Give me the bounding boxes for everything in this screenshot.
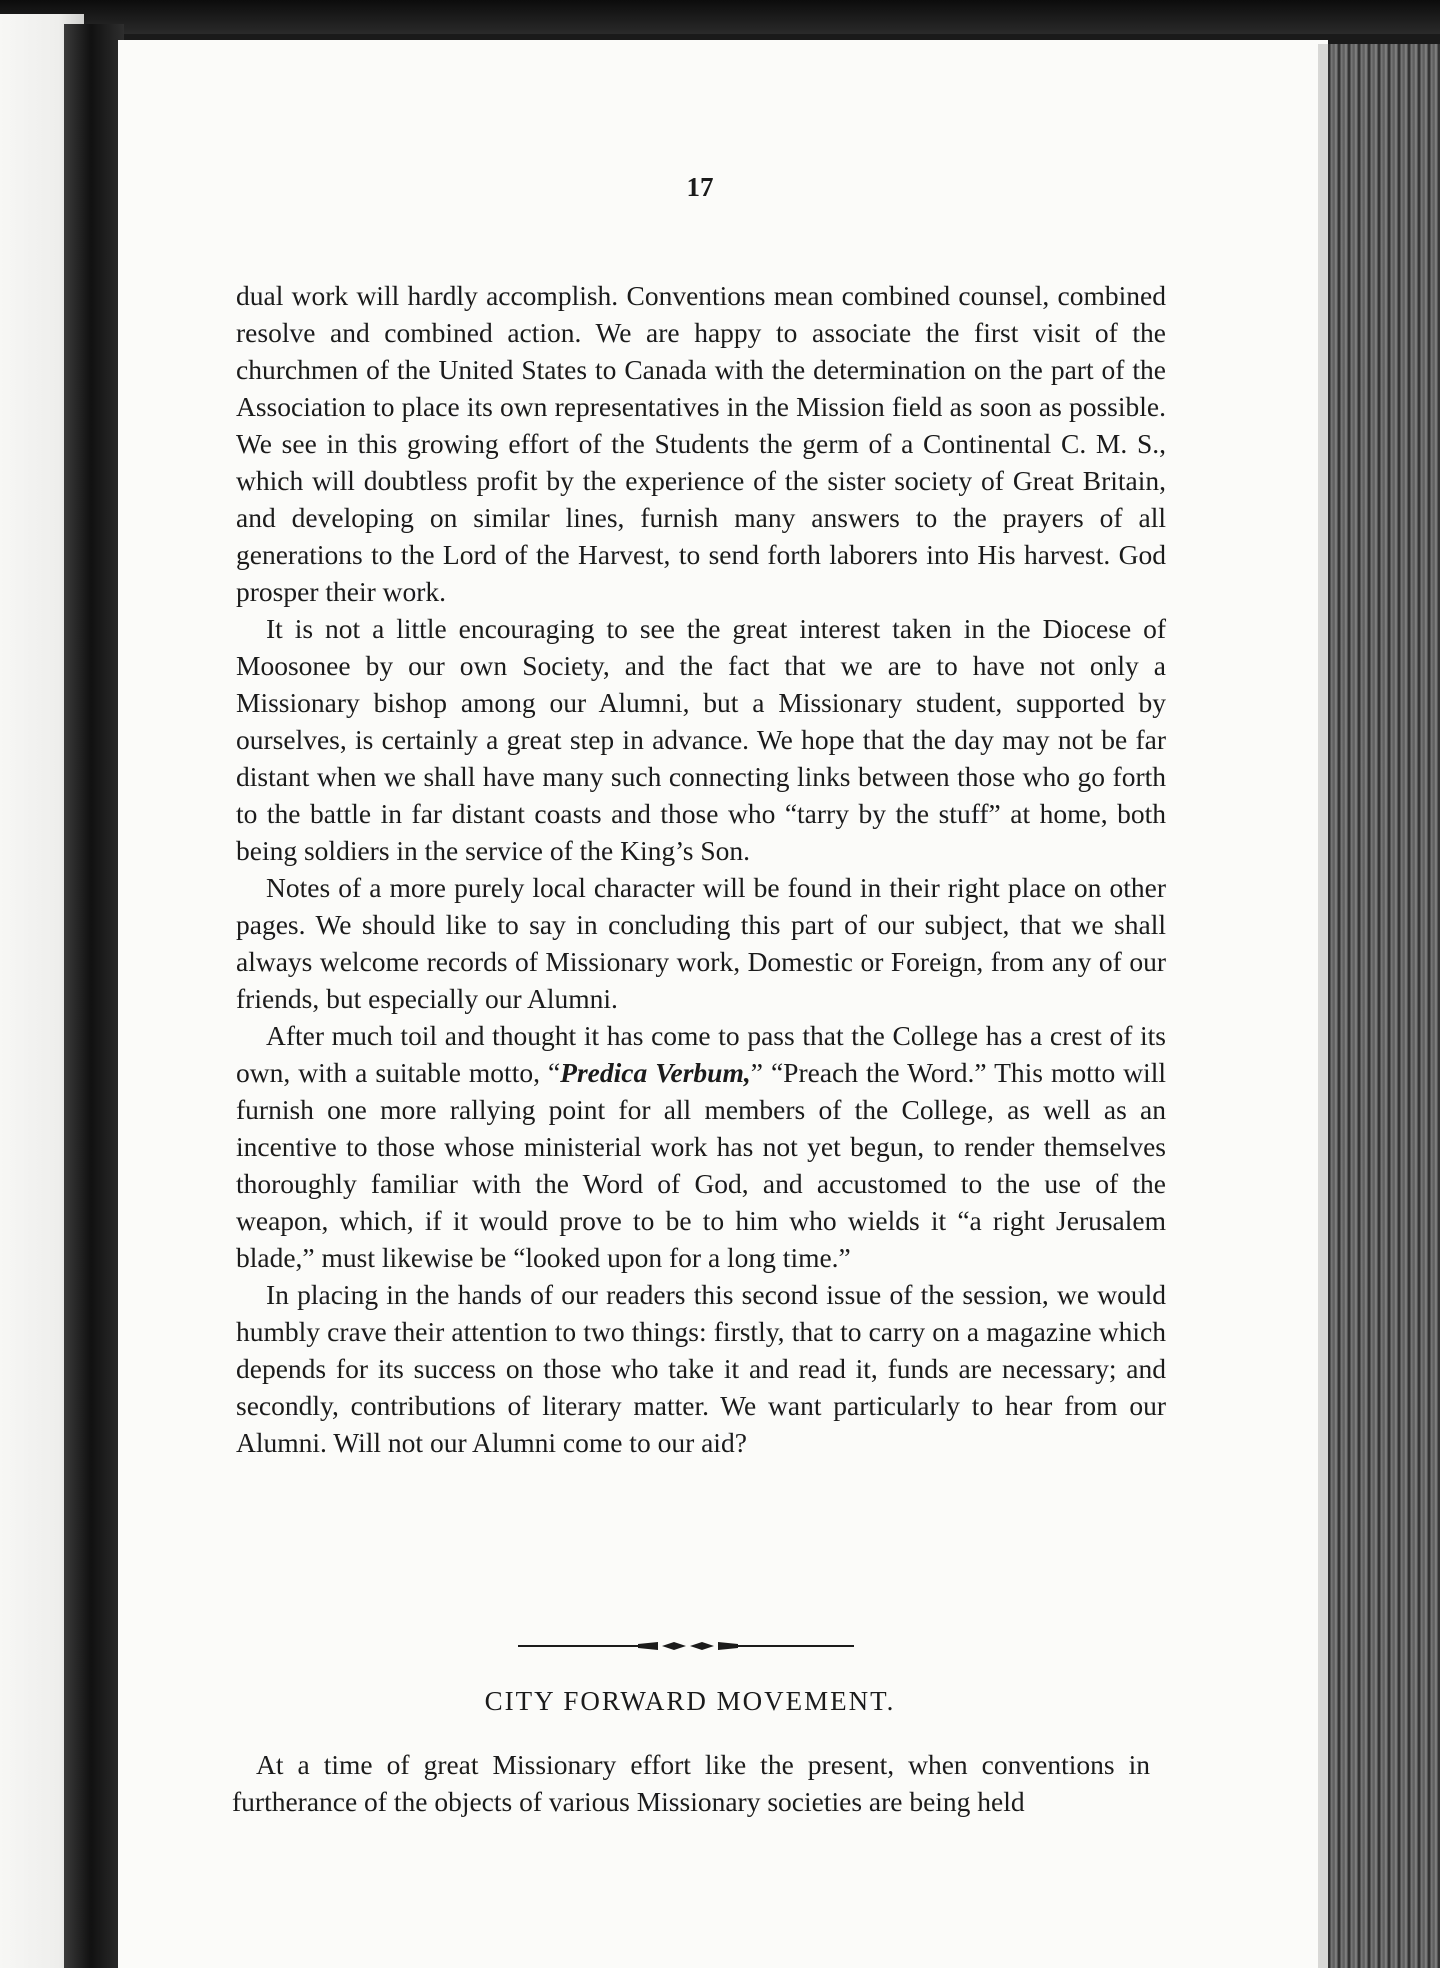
scan-top-border xyxy=(0,0,1440,34)
book-gutter-shadow xyxy=(64,24,124,1968)
section-divider-ornament xyxy=(518,1636,854,1656)
section-body xyxy=(232,1746,1150,1820)
paragraph-conventions: dual work will hardly accomplish. Conventions mean combined counsel, combined resolve and combined action. We are happy to associate the first visit of the churchmen of the United States to Canada with the determination on the part of the Association to place its own representatives in the Mission field as soon as possible. We see in this growing effort of the Students the germ of a Continental C. M. S., which will doubtless profit by the experience of the sister society of Great Britain, and developing on similar lines, furnish many answers to the prayers of all generations to the Lord of the Harvest, to send forth laborers into His harvest. God prosper their work. xyxy=(236,280,1166,607)
paragraph-college-crest xyxy=(236,1017,1166,1276)
article-body xyxy=(236,277,1166,1461)
crest-text-after: ” “Preach the Word.” This motto will furnish one more rallying point for all members of the College, as well as an incentive to those whose ministerial work has not yet begun, to render themselves thoroughly familiar with the Word of God, and accustomed to the use of the weapon, which, if it would prove to be to him who wields it “a right Jerusalem blade,” must likewise be “looked upon for a long time.” xyxy=(236,1057,1166,1273)
page-number: 17 xyxy=(686,172,714,202)
section-heading: CITY FORWARD MOVEMENT. xyxy=(484,1686,896,1716)
paragraph-closing-appeal: In placing in the hands of our readers this second issue of the session, we would humbly crave their attention to two things: firstly, that to carry on a magazine which depends for its success on those who take it and read it, funds are necessary; and secondly, contributions of literary matter. We want particularly to hear from our Alumni. Will not our Alumni come to our aid? xyxy=(236,1279,1166,1458)
paragraph-moosonee: It is not a little encouraging to see the great interest taken in the Diocese of Moosonee by our own Society, and the fact that we are to have not only a Missionary bishop among our Alumni, but a Missionary student, supported by ourselves, is certainly a great step in advance. We hope that the day may not be far distant when we shall have many such connecting links between those who go forth to the battle in far distant coasts and those who “tarry by the stuff” at home, both being soldiers in the service of the King’s Son. xyxy=(236,613,1166,866)
page-edges-stack xyxy=(1318,44,1440,1968)
page-edge-highlight xyxy=(1318,44,1328,1968)
crest-text-before: After much toil and thought it has come to pass that the College has a crest of its own, with a suitable motto, “ xyxy=(236,1020,1166,1088)
section-opening-paragraph: At a time of great Missionary effort like the present, when conventions in furtherance of the objects of various Missionary societies are being held xyxy=(232,1749,1150,1817)
crest-motto: Predica Verbum, xyxy=(560,1057,751,1088)
paragraph-local-notes: Notes of a more purely local character will be found in their right place on other pages. We should like to say in concluding this part of our subject, that we shall always welcome records of Missionary work, Domestic or Foreign, from any of our friends, but especially our Alumni. xyxy=(236,872,1166,1014)
